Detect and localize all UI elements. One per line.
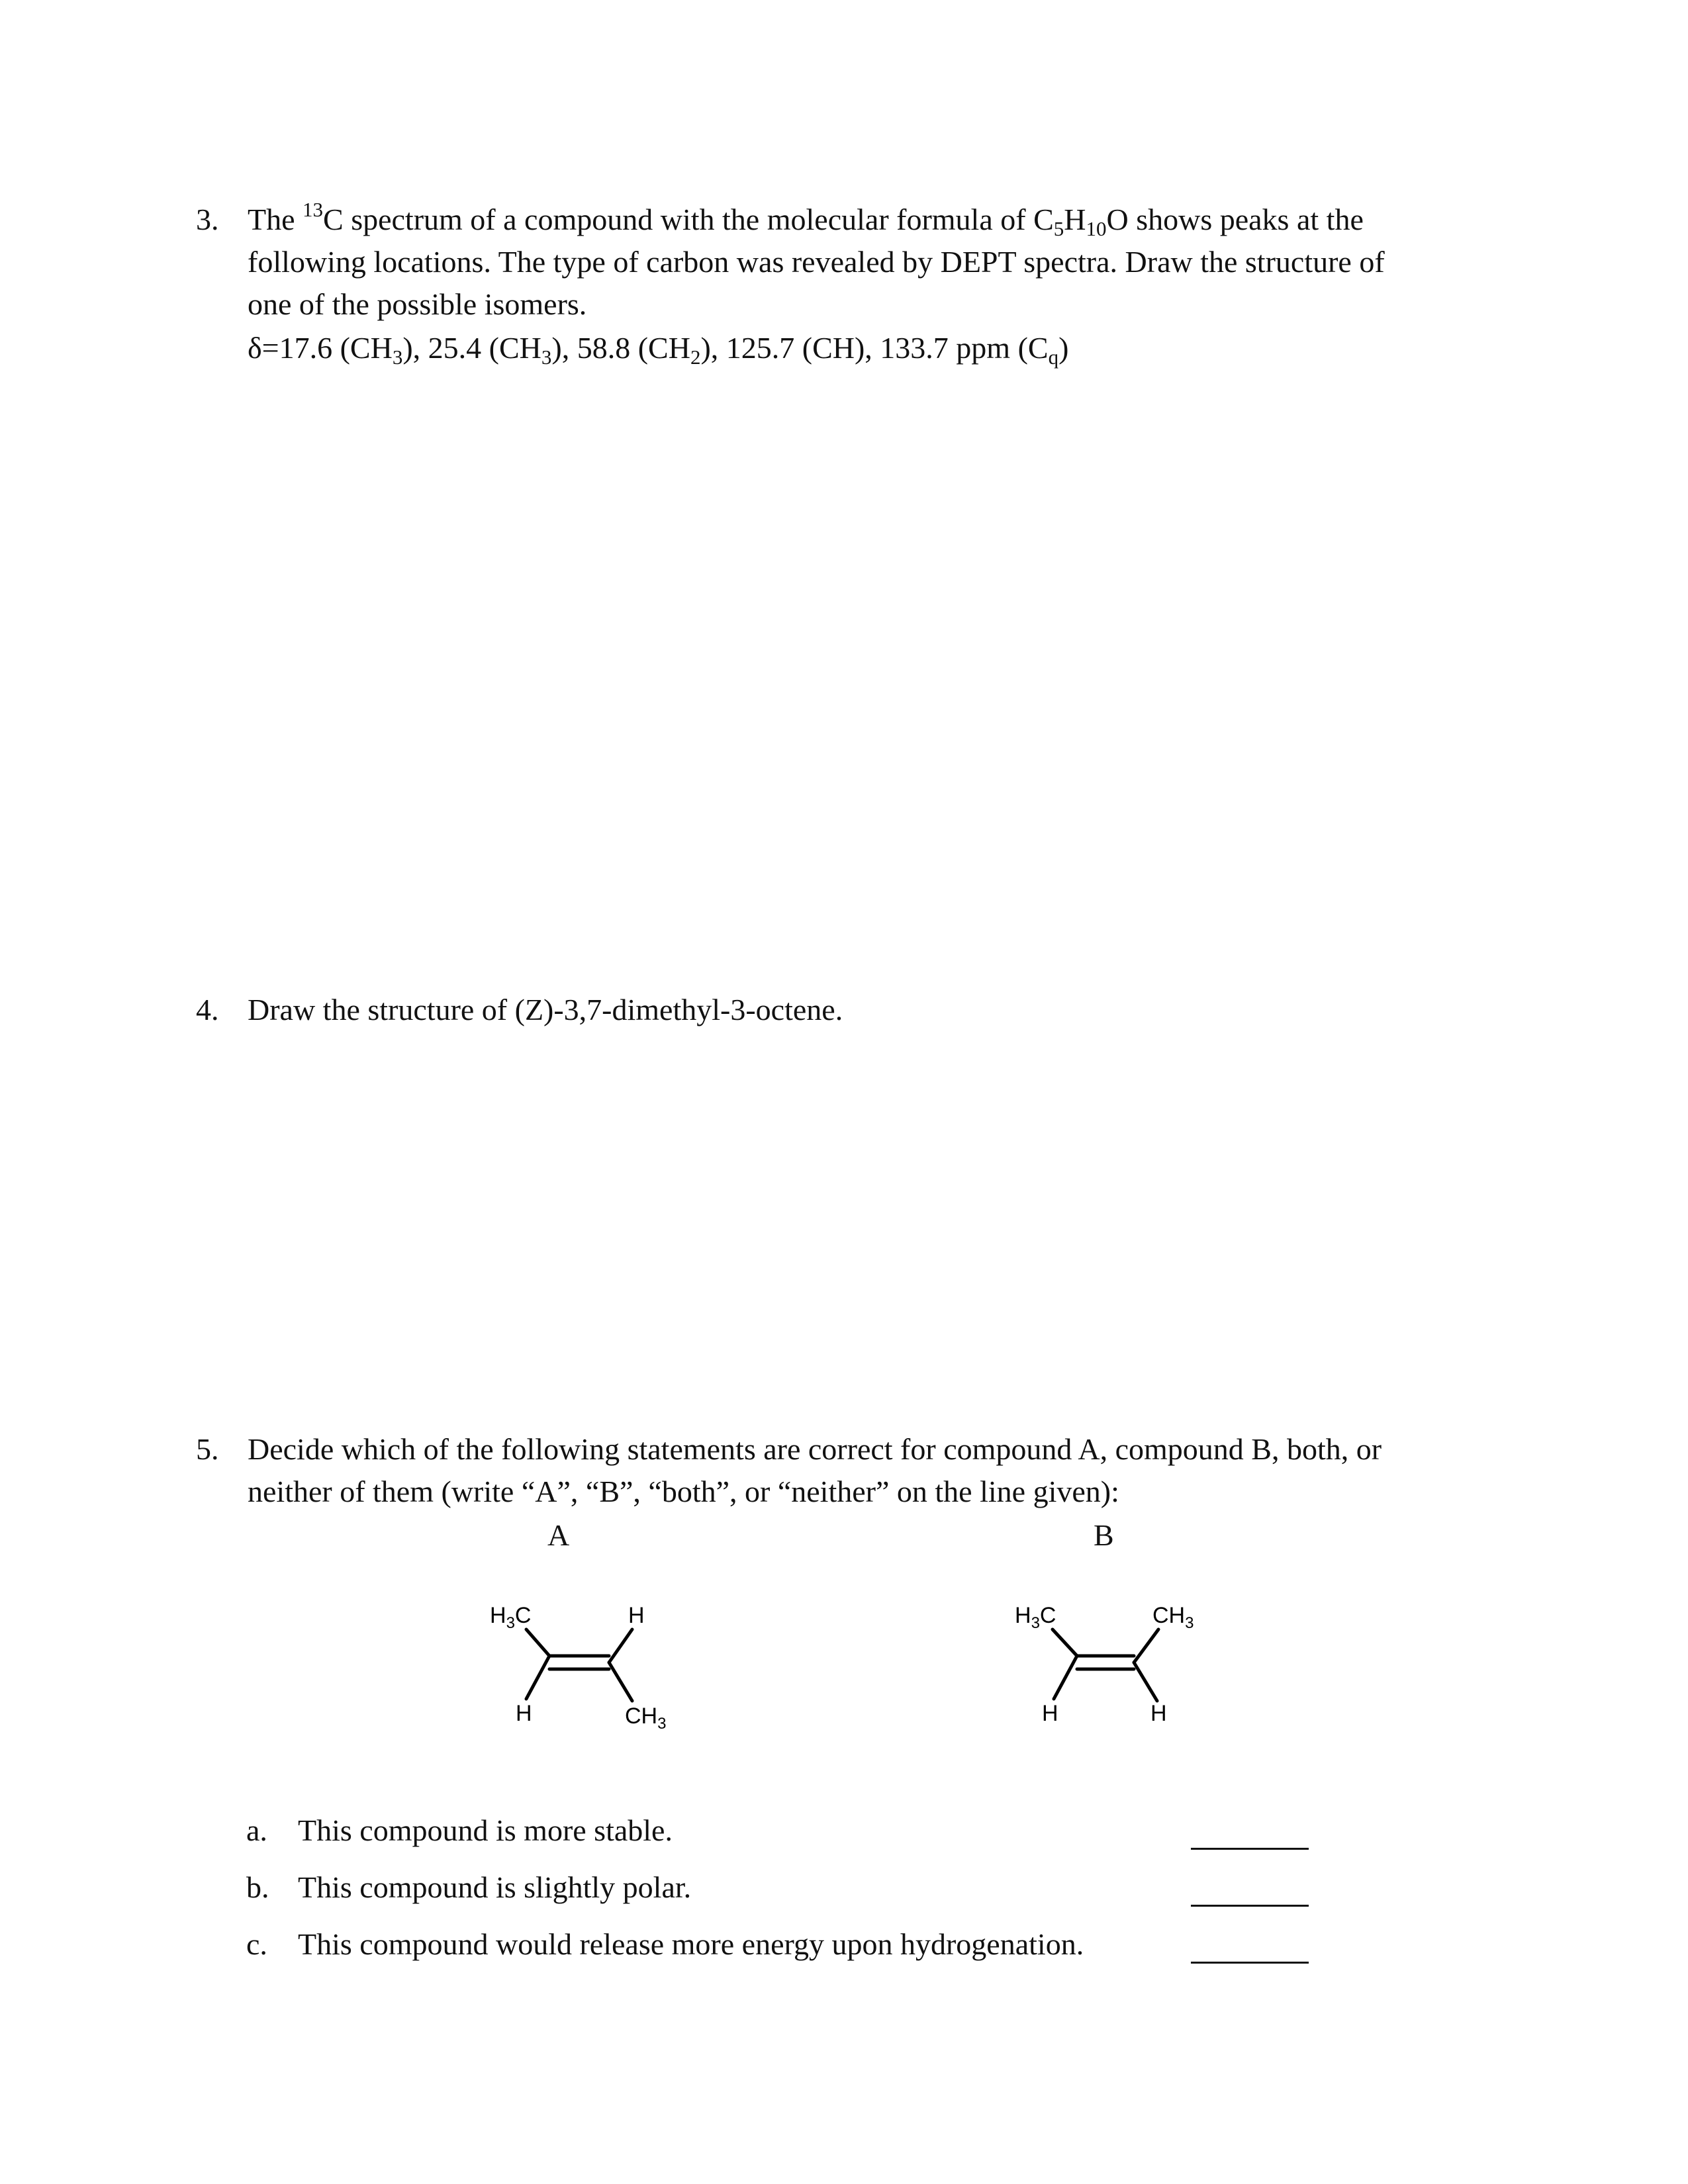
question-3-line-1: The $^{13}$C spectrum of a compound with the molecular formula of $C_5H_{10}O$ shows peaks at the [248,198,1364,240]
compound-b-bottom-right-substituent: H [1150,1701,1167,1726]
compound-a-structure [490,1603,666,1733]
statement-letter: a. [246,1813,267,1847]
statement-text: This compound is more stable. [298,1813,673,1847]
compound-b-top-right-substituent: $CH_3$ [1152,1603,1194,1632]
statement-text: This compound would release more energy upon hydrogenation. [298,1927,1084,1961]
answer-blank-b[interactable] [1191,1905,1309,1907]
question-number: 3. [196,203,219,236]
answer-blank-c[interactable] [1191,1962,1309,1964]
structure-diagrams [0,1575,1688,1787]
statement-letter: b. [246,1870,269,1904]
compound-b-structure [1015,1603,1194,1726]
compound-a-label: A [547,1518,570,1552]
compound-a-top-right-substituent: H [628,1603,645,1628]
nmr-shift-data: δ=17.6 $(CH_3)$, 25.4 $(CH_3)$, 58.8 $(CH_2)$, 125.7 (CH), 133.7 ppm $(C_q)$ [248,331,1069,369]
compound-a-top-left-substituent: $H_3C$ [490,1603,532,1632]
compound-b-label: B [1094,1518,1114,1552]
question-5-line-2: neither of them (write “A”, “B”, “both”, or “neither” on the line given): [248,1475,1119,1508]
compound-b-bottom-left-substituent: H [1042,1701,1058,1726]
statement-letter: c. [246,1927,267,1961]
answer-blank-a[interactable] [1191,1848,1309,1850]
question-4-text: Draw the structure of (Z)-3,7-dimethyl-3-octene. [248,993,843,1026]
question-3-line-2: following locations. The type of carbon was revealed by DEPT spectra. Draw the structure of [248,245,1385,279]
compound-a-bottom-right-substituent: $CH_3$ [625,1704,667,1733]
compound-a-bottom-left-substituent: H [516,1701,532,1726]
question-number: 4. [196,993,219,1026]
statement-text: This compound is slightly polar. [298,1870,692,1904]
question-5-line-1: Decide which of the following statements are correct for compound A, compound B, both, or [248,1432,1382,1466]
compound-b-top-left-substituent: $H_3C$ [1015,1603,1056,1632]
question-number: 5. [196,1432,219,1466]
compound-b-bonds [1053,1629,1158,1701]
compound-a-bonds [526,1629,632,1701]
question-3-line-3: one of the possible isomers. [248,287,587,321]
